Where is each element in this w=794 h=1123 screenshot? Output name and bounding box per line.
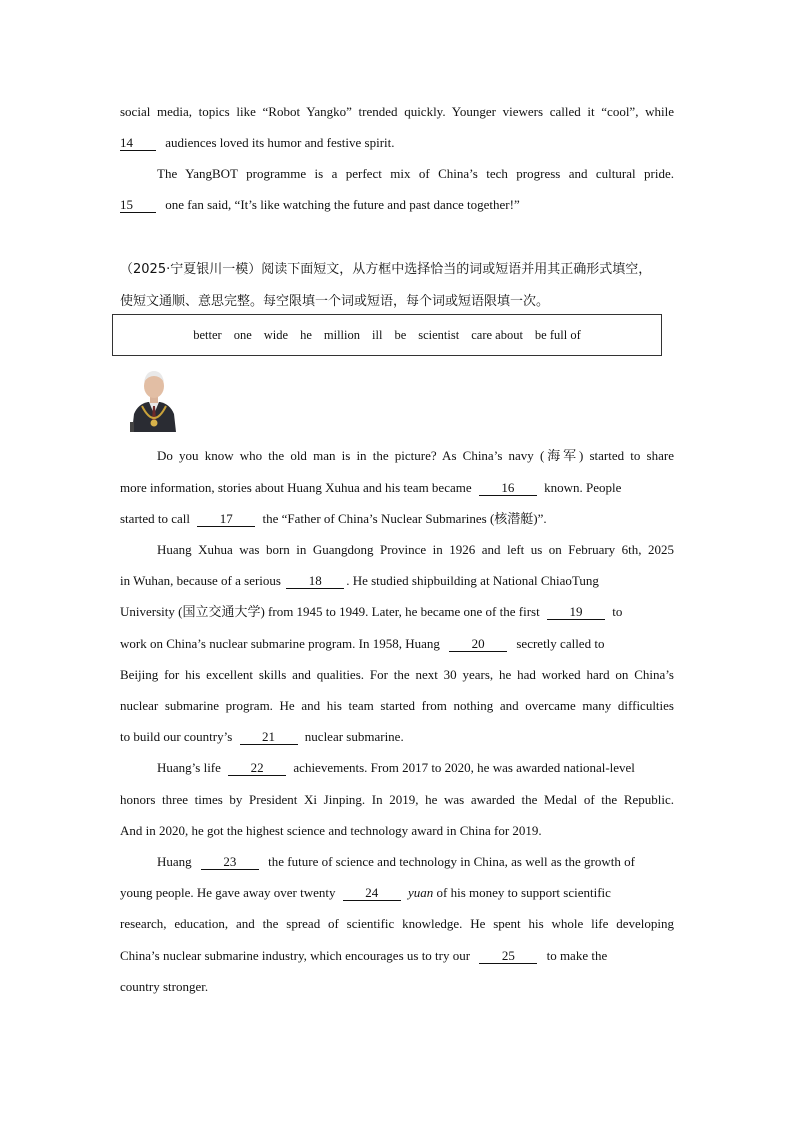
word-bank-item: be <box>394 327 407 342</box>
word-bank-item: better <box>193 327 222 342</box>
word-bank-box <box>112 314 662 356</box>
instructions-line-2: 使短文通顺、意思完整。每空限填一个词或短语，每个词或短语限填一次。 <box>120 294 550 309</box>
word-bank-item: million <box>323 327 361 342</box>
passage-line: social media, topics like “Robot Yangko” trended quickly. Younger viewers called it “cool”, while <box>120 104 674 119</box>
passage-line: The YangBOT programme is a perfect mix of China’s tech progress and cultural pride. <box>157 166 674 181</box>
blank-17[interactable]: 17 <box>197 512 255 527</box>
word-bank-item: wide <box>263 327 289 342</box>
blank-16[interactable]: 16 <box>479 481 537 496</box>
passage-line: started to call 17 the “Father of China’s Nuclear Submarines (核潜艇)”. <box>120 511 547 526</box>
passage-line: nuclear submarine program. He and his team started from nothing and overcame many difficulties <box>120 698 674 713</box>
passage-line: Huang Xuhua was born in Guangdong Province in 1926 and left us on February 6th, 2025 <box>157 542 674 557</box>
passage-line: honors three times by President Xi Jinping. In 2019, he was awarded the Medal of the Republic. <box>120 792 674 807</box>
passage-line: country stronger. <box>120 979 209 994</box>
passage-line: 14 audiences loved its humor and festive spirit. <box>120 135 395 150</box>
blank-22[interactable]: 22 <box>228 761 286 776</box>
passage-line: research, education, and the spread of scientific knowledge. He spent his whole life developing <box>120 916 674 931</box>
word-bank-item: be full of <box>534 327 581 342</box>
blank-21[interactable]: 21 <box>240 730 298 745</box>
passage-line: Do you know who the old man is in the picture? As China’s navy (海军) started to share <box>157 448 674 463</box>
passage-line: Beijing for his excellent skills and qualities. For the next 30 years, he had worked hard on China’s <box>120 667 674 682</box>
passage-line: in Wuhan, because of a serious 18 . He studied shipbuilding at National ChiaoTung <box>120 573 599 588</box>
passage-line: work on China’s nuclear submarine program. In 1958, Huang 20 secretly called to <box>120 636 605 651</box>
passage-line: China’s nuclear submarine industry, which encourages us to try our 25 to make the <box>120 948 608 963</box>
portrait-photo <box>130 362 178 432</box>
blank-15[interactable]: 15 <box>120 198 156 213</box>
passage-line: Huang’s life 22 achievements. From 2017 to 2020, he was awarded national-level <box>157 760 635 775</box>
word-bank-item: care about <box>471 327 523 342</box>
passage-line: young people. He gave away over twenty 24 yuan of his money to support scientific <box>120 885 611 900</box>
word-bank-item: scientist <box>418 327 460 342</box>
passage-line: Huang 23 the future of science and technology in China, as well as the growth of <box>157 854 635 869</box>
passage-line: more information, stories about Huang Xuhua and his team became 16 known. People <box>120 480 622 495</box>
passage-line: University (国立交通大学) from 1945 to 1949. Later, he became one of the first 19 to <box>120 604 623 619</box>
blank-23[interactable]: 23 <box>201 855 259 870</box>
blank-20[interactable]: 20 <box>449 637 507 652</box>
instructions-line-1: （2025·宁夏银川一模）阅读下面短文，从方框中选择恰当的词或短语并用其正确形式填空， <box>120 262 652 277</box>
blank-18[interactable]: 18 <box>286 574 344 589</box>
blank-24[interactable]: 24 <box>343 886 401 901</box>
word-bank-item: one <box>233 327 252 342</box>
blank-14[interactable]: 14 <box>120 136 156 151</box>
word-bank-item: he <box>300 327 312 342</box>
passage-line: 15 one fan said, “It’s like watching the future and past dance together!” <box>120 197 520 212</box>
passage-line: And in 2020, he got the highest science and technology award in China for 2019. <box>120 823 542 838</box>
word-bank-item: ill <box>372 327 383 342</box>
blank-19[interactable]: 19 <box>547 605 605 620</box>
blank-25[interactable]: 25 <box>479 949 537 964</box>
passage-line: to build our country’s 21 nuclear submarine. <box>120 729 404 744</box>
